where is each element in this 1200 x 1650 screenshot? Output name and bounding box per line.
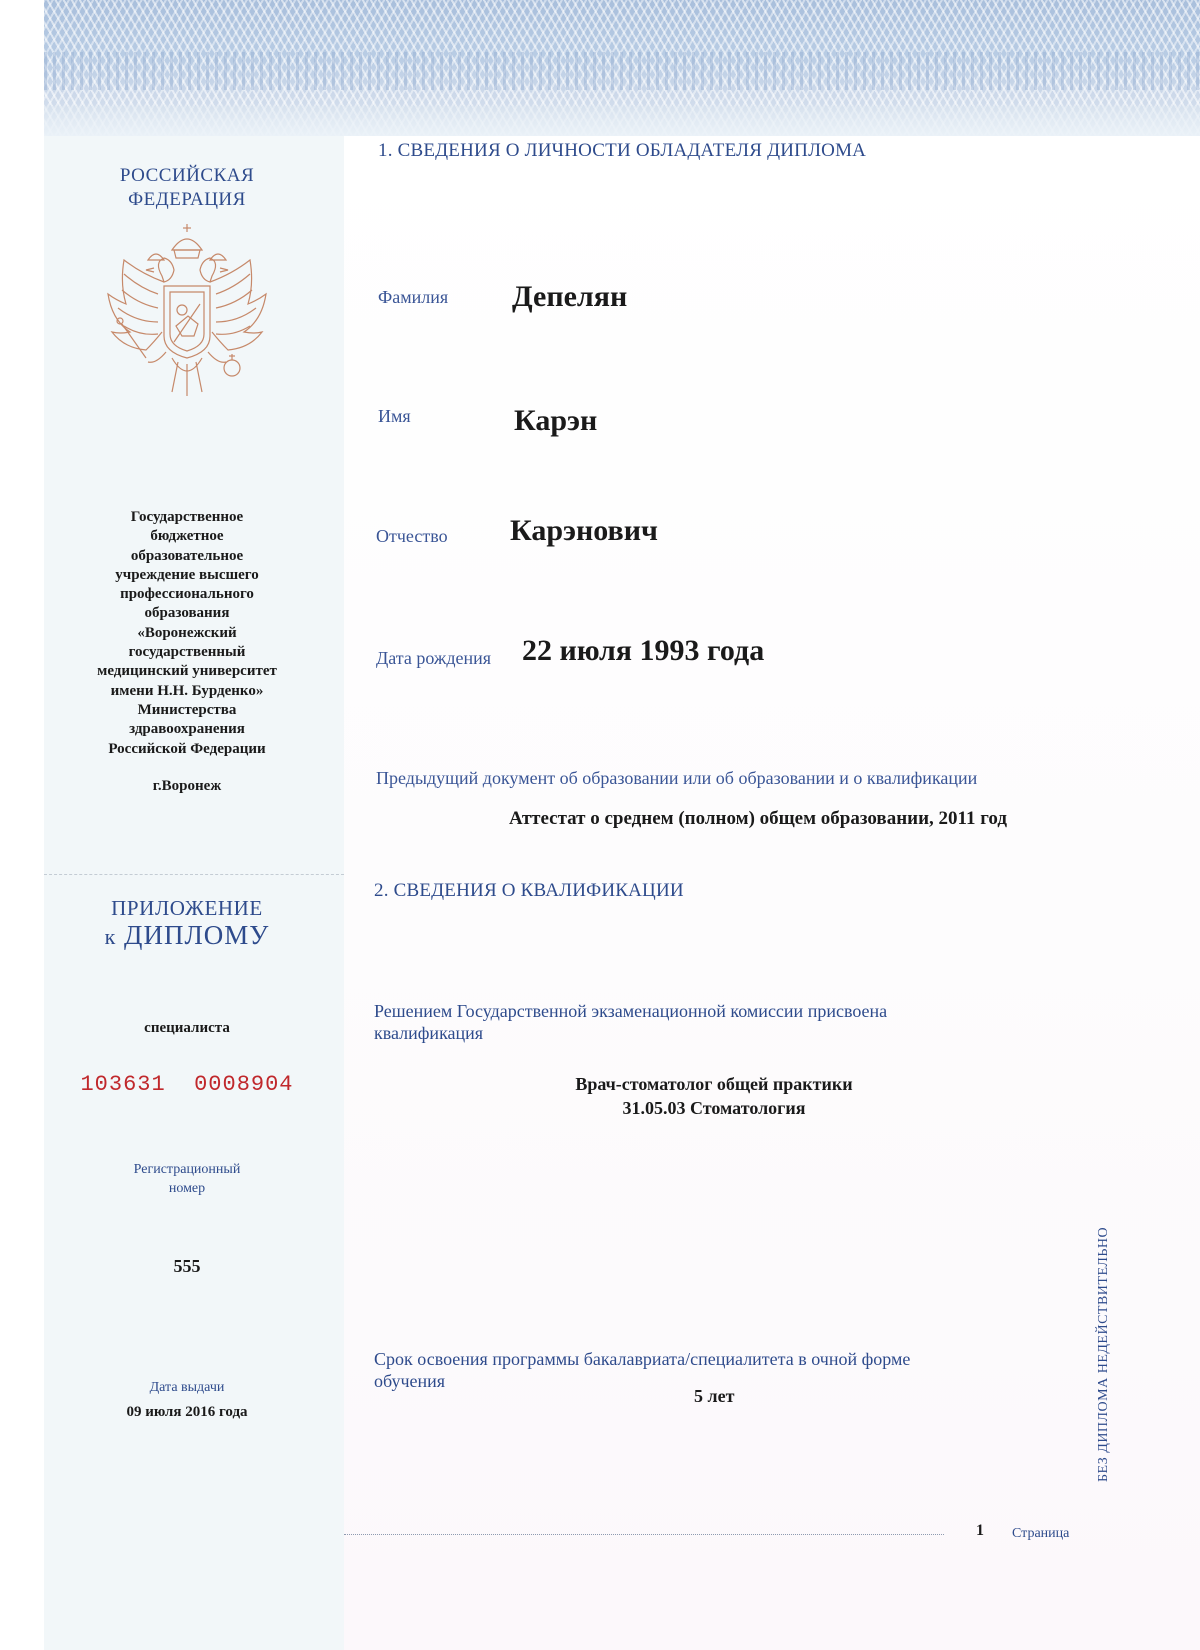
reg-number-label-line-2: номер [168, 1181, 206, 1196]
supplement-title-line-2 [44, 920, 330, 951]
previous-document-value: Аттестат о среднем (полном) общем образовании, 2011 год [509, 808, 1007, 829]
side-note-vertical: БЕЗ ДИПЛОМА НЕДЕЙСТВИТЕЛЬНО [1096, 1226, 1111, 1482]
country-name [44, 164, 330, 212]
birth-date-value: 22 июля 1993 года [522, 634, 765, 667]
duration-label-line-2: обучения [374, 1371, 446, 1391]
country-line-2: ФЕДЕРАЦИЯ [128, 189, 246, 210]
institution-line: Министерства [137, 701, 237, 718]
city: г.Воронеж [152, 778, 222, 794]
reg-number: 555 [173, 1256, 201, 1276]
section-2-heading: 2. СВЕДЕНИЯ О КВАЛИФИКАЦИИ [374, 880, 684, 901]
institution-line: образования [144, 605, 230, 622]
patronymic-value: Карэнович [510, 514, 658, 547]
degree-level: специалиста [144, 1020, 230, 1036]
reg-number-label-line-1: Регистрационный [133, 1162, 241, 1177]
duration-value: 5 лет [694, 1386, 735, 1406]
qualification-block [374, 1072, 1054, 1120]
issue-date-label: Дата выдачи [149, 1380, 225, 1395]
qualification-label-line-2: квалификация [374, 1023, 484, 1043]
birth-date-label: Дата рождения [376, 648, 492, 668]
institution-line: «Воронежский [137, 624, 237, 641]
name-value: Карэн [514, 404, 598, 437]
surname-label: Фамилия [378, 287, 449, 307]
institution-line: медицинский университет [97, 663, 277, 680]
qualification-label [374, 1000, 887, 1044]
qualification-value: Врач-стоматолог общей практики [575, 1074, 853, 1094]
left-column-top [44, 136, 344, 878]
guilloche-strip [44, 52, 1200, 90]
institution-line: бюджетное [150, 528, 224, 545]
page-number: 1 [976, 1522, 984, 1539]
issue-date: 09 июля 2016 года [126, 1404, 248, 1420]
column-divider [44, 874, 344, 876]
supplement-title-line-1: ПРИЛОЖЕНИЕ [111, 896, 263, 920]
duration-label-line-1: Срок освоения программы бакалавриата/специалитета в очной форме [374, 1349, 911, 1369]
institution-line: Государственное [130, 509, 244, 525]
right-page [344, 136, 1200, 1650]
previous-document-label: Предыдущий документ об образовании или об образовании и о квалификации [376, 768, 978, 788]
diploma-serial-number: 103631 0008904 [80, 1072, 294, 1097]
guilloche-top-band [44, 0, 1200, 136]
institution-line: профессионального [120, 586, 254, 603]
band-fade [44, 106, 1200, 136]
section-1-heading: 1. СВЕДЕНИЯ О ЛИЧНОСТИ ОБЛАДАТЕЛЯ ДИПЛОМА [378, 140, 867, 161]
duration-label [374, 1348, 910, 1392]
specialty-value: 31.05.03 Стоматология [622, 1098, 806, 1118]
institution-line: здравоохранения [129, 721, 245, 738]
institution-name [44, 508, 330, 759]
institution-line: учреждение высшего [115, 566, 259, 583]
double-headed-eagle-icon [102, 224, 272, 399]
qualification-label-line-1: Решением Государственной экзаменационной комиссии присвоена [374, 1001, 888, 1021]
institution-line: Российской Федерации [108, 740, 266, 757]
institution-line: образовательное [130, 547, 244, 564]
footer-rule [344, 1534, 944, 1536]
patronymic-label: Отчество [376, 526, 448, 546]
name-label: Имя [378, 406, 411, 426]
left-column [44, 136, 344, 1650]
country-line-1: РОССИЙСКАЯ [119, 165, 255, 186]
surname-value: Депелян [512, 280, 628, 313]
supplement-prefix: к [104, 924, 117, 949]
institution-line: имени Н.Н. Бурденко» [110, 682, 264, 699]
institution-line: государственный [128, 644, 246, 661]
left-column-bottom [44, 878, 344, 1650]
supplement-main: ДИПЛОМУ [124, 920, 270, 950]
page-label: Страница [1012, 1526, 1070, 1541]
reg-number-label [44, 1160, 330, 1198]
